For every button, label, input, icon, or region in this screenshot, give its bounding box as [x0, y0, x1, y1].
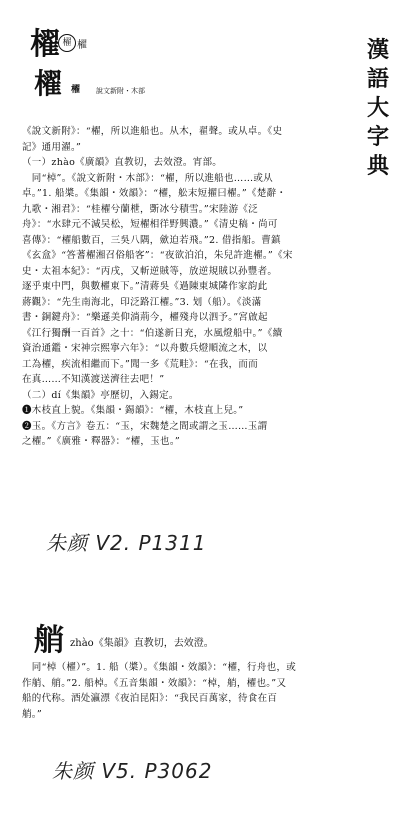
text-line: 作艄、艄。”2. 船棹。《五音集韻・效韻》：“棹，艄，櫂也。”又: [22, 677, 287, 689]
book-title-char: 漢: [366, 37, 389, 63]
entry2-body: [22, 660, 352, 722]
book-title-char: 語: [366, 66, 389, 92]
text-line: 蔣觀》：“先生南海北，印泛路江櫂。”3. 划（船）。《淡滿: [22, 296, 262, 308]
text-line: 之櫂。”《廣雅・釋器》：“櫂，玉也。”: [22, 436, 181, 447]
text-line: （二）dí《集韻》亭歷切，入錫定。: [22, 389, 179, 401]
variant-source-note: 說文新附・木部: [96, 87, 145, 95]
text-line: （一）zhào《廣韻》直教切，去效澄。宵部。: [22, 157, 223, 168]
text-line: 書・銅鍵舟》：“樂遜美仰淌荊今，櫂殘舟以泗予。”宮啟起: [22, 312, 268, 323]
handwritten-note: 朱颜 V2. P1311: [46, 531, 207, 555]
text-line: 記》通用濯。”: [22, 141, 82, 153]
text-line: 《玄盒》“答蓍櫂湘召俗船客”：“夜欲泊泊，朱兒許進櫂。”《宋: [22, 250, 293, 261]
text-line: ❶木枝直上貌。《集韻・錫韻》：“櫂，木枝直上兒。”: [22, 405, 244, 416]
headword-char-2: 艄: [34, 623, 64, 658]
text-line: 資治通鑑・宋神宗熙寧六年》：“以舟數兵燈順流之木，以: [22, 343, 268, 354]
variant-mini-char: 櫂: [71, 85, 81, 95]
headword-tag-suffix: 櫂: [77, 40, 87, 51]
text-line: 九歌・湘君》：“桂櫂兮蘭枻，斲冰兮積雪。”宋陸游《泛: [22, 203, 259, 215]
text-line: 逐乎東中門，與數櫂東下。”清蔣吳《過陳東城隣作家韵此: [22, 281, 268, 292]
headword-circle-tag: 櫂: [58, 34, 76, 52]
text-line: 同“棹”。《說文新附・木部》：“櫂，所以進船也……或从: [22, 172, 273, 184]
book-title-char: 字: [366, 124, 389, 150]
headword-char: 櫂: [30, 27, 60, 62]
book-title-char: 典: [366, 153, 389, 179]
text-line: 同“棹（櫂）”。1. 船（槳）。《集韻・效韻》：“櫂，行舟也，或: [22, 662, 297, 673]
text-line: 在真……不知漢渡送濟往去吧！”: [22, 374, 165, 385]
text-line: 喜傳》：“櫂船數百，三吳八隅，歛迫若飛。”2. 借指船。曹鎮: [22, 234, 281, 246]
text-line: 史・太祖本紀》：“丙戌，又斬逆賊等，放逆規賊以孙豐者。: [22, 265, 278, 277]
text-line: 《說文新附》：“櫂，所以進船也。从木，翟聲。或从卓。《史: [22, 126, 283, 137]
text-line: 卓。”1. 船槳。《集韻・效韻》：“櫂，舩末短擢曰櫂。”《楚辭・: [22, 188, 287, 199]
text-line: 工為櫂，疾流相繼而下。”聞一多《荒畦》：“在我，而而: [22, 358, 259, 370]
entry1-body: [22, 124, 352, 450]
headword-2-pronunciation: zhào《集韻》直教切，去效澄。: [70, 638, 214, 649]
text-line: 《江行獨酬一百首》之十：“伯遂新日充，水風燈船中。”《續: [22, 327, 283, 339]
book-title-char: 大: [366, 95, 389, 121]
text-line: ❷玉。《方言》卷五：“玉，宋魏楚之間或謂之玉……玉謂: [22, 420, 268, 432]
handwritten-note: 朱颜 V5. P3062: [52, 759, 213, 783]
variant-seal-char: 櫂: [34, 67, 63, 100]
text-line: 船的代称。酒处瀛漂《夜泊昆阳》：“我民百萬家，待食在百: [22, 693, 278, 704]
text-line: 艄。”: [22, 708, 43, 720]
text-line: 舟》：“水肆元不減吴松，短櫂相徉野興濃。”《清史稿・尚可: [22, 219, 278, 230]
book-title: [363, 36, 393, 181]
